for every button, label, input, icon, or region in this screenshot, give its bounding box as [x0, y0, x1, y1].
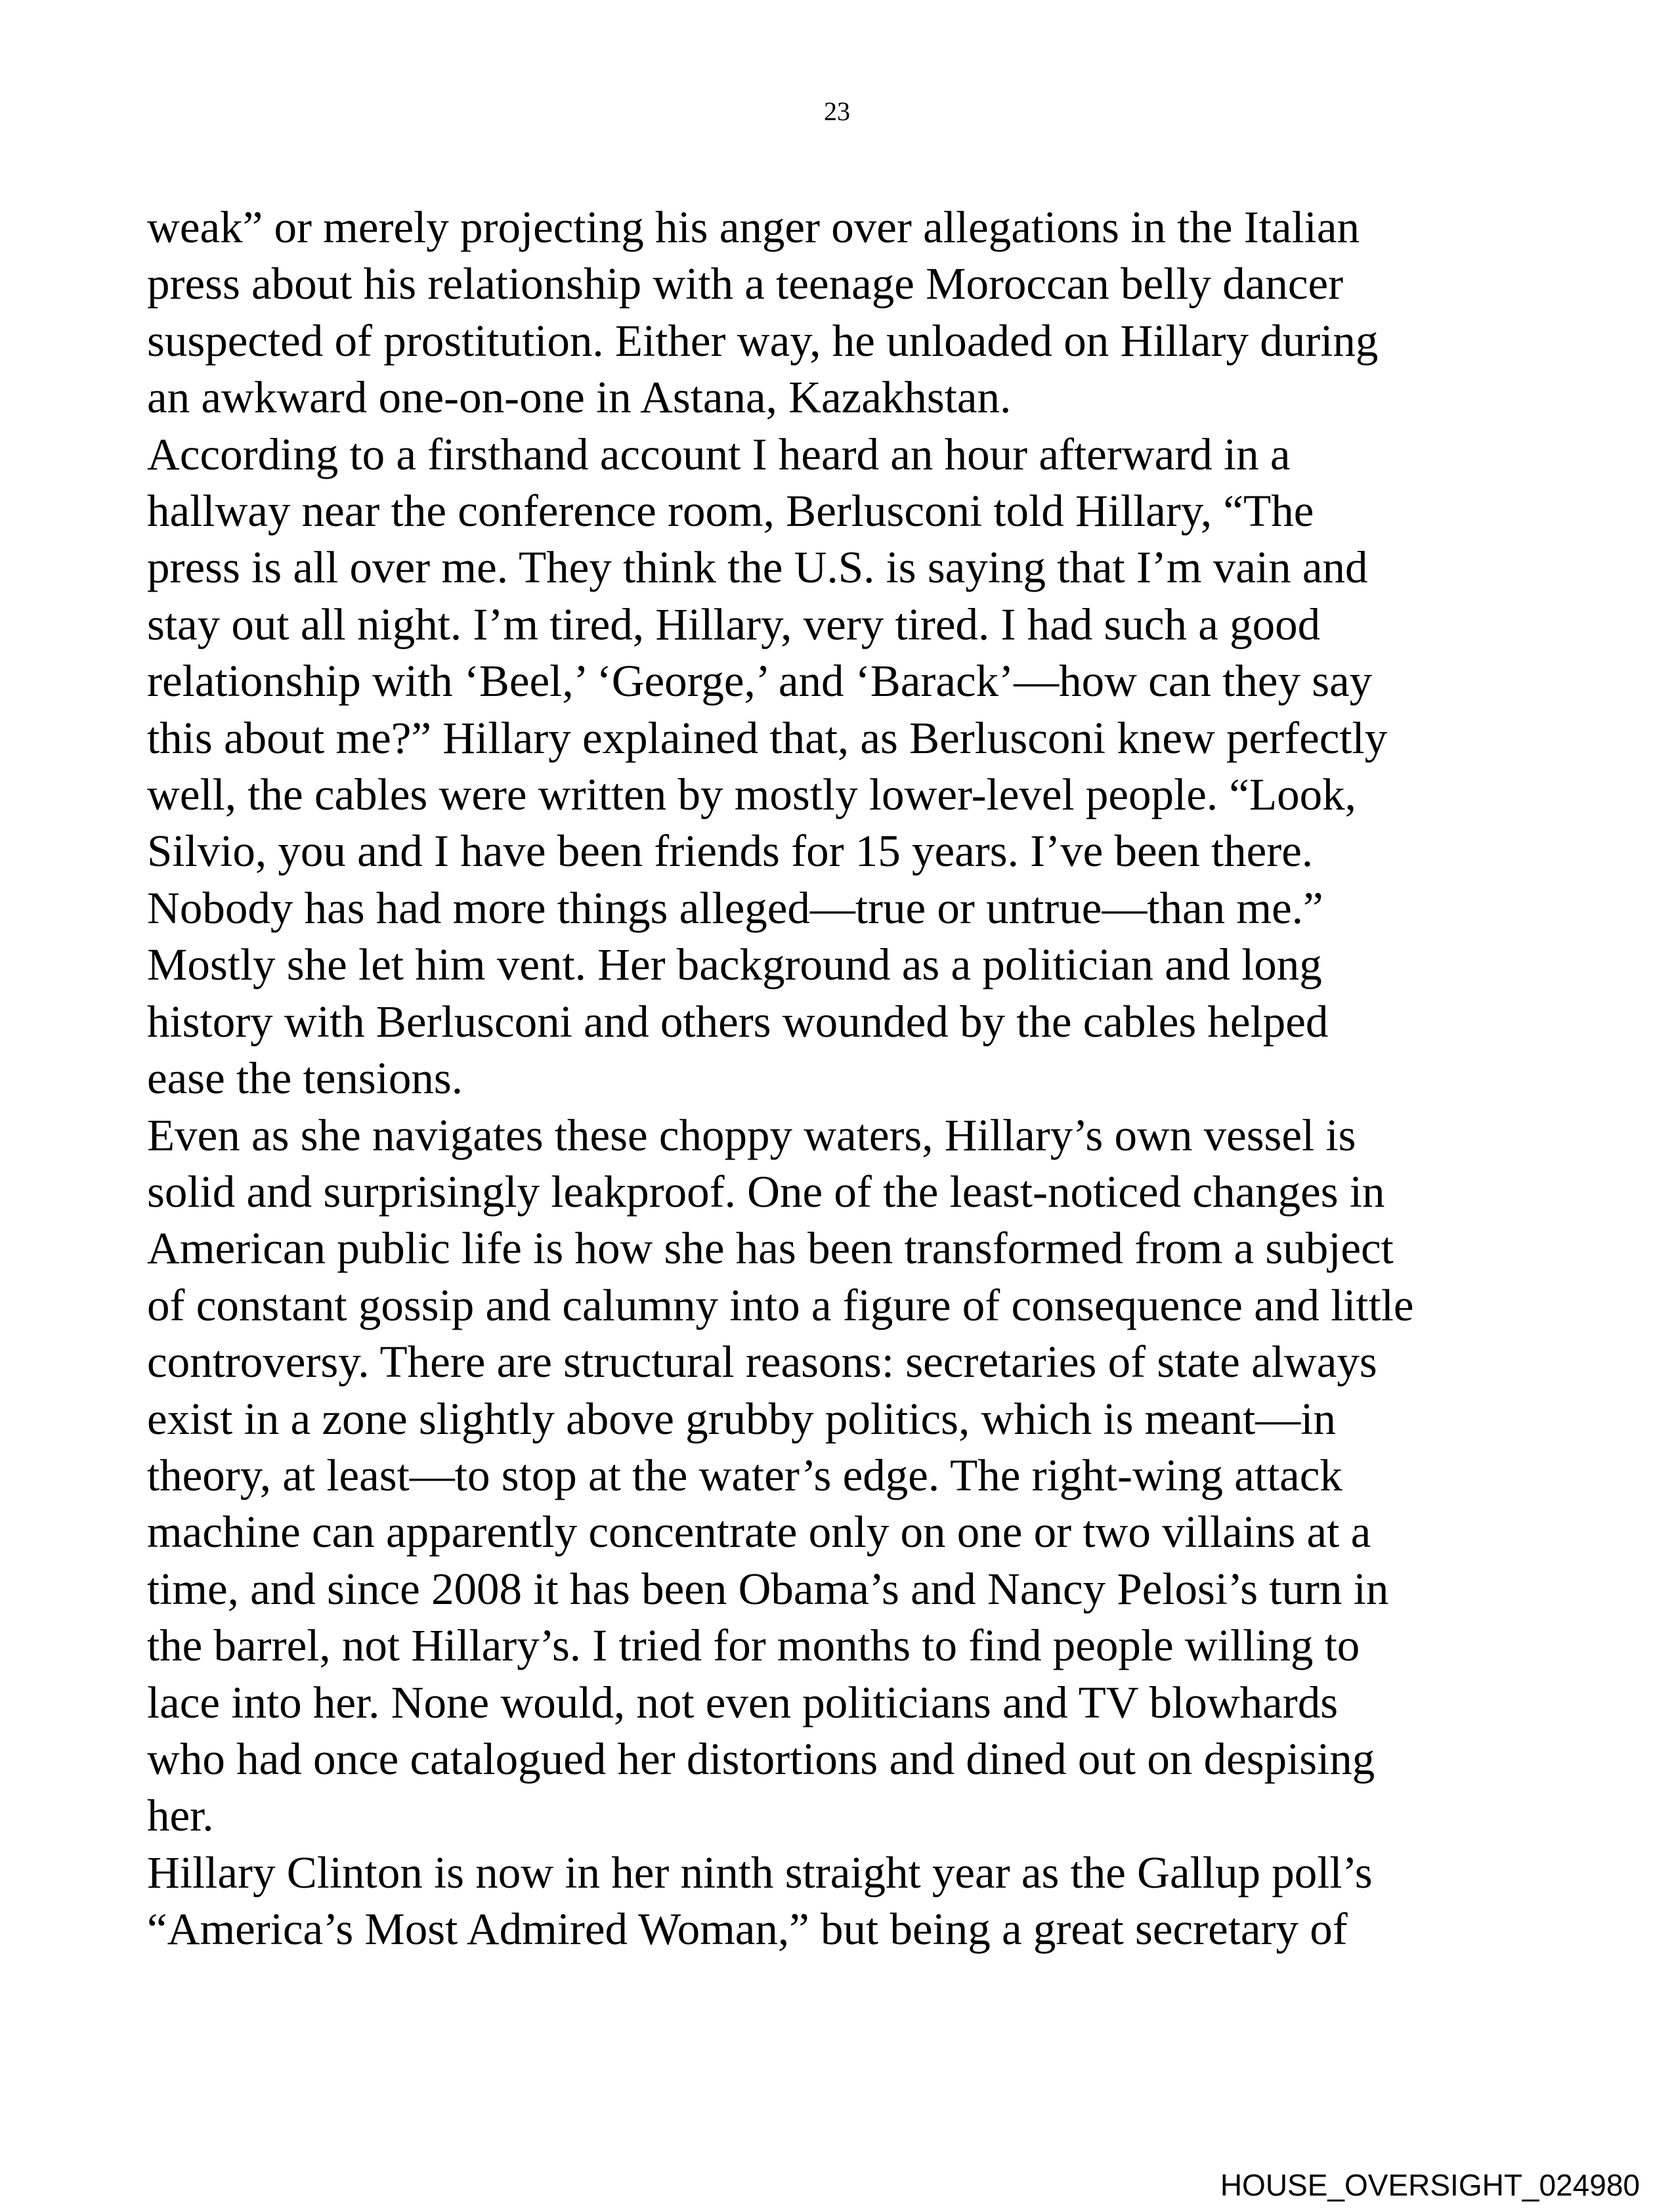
text-line: relationship with ‘Beel,’ ‘George,’ and ‘Barack’—how can they say [147, 656, 1373, 706]
text-line: theory, at least—to stop at the water’s edge. The right-wing attack [147, 1450, 1342, 1500]
text-line: Even as she navigates these choppy waters, Hillary’s own vessel is [147, 1110, 1356, 1160]
text-line: this about me?” Hillary explained that, as Berlusconi knew perfectly [147, 712, 1388, 763]
text-line: weak” or merely projecting his anger over allegations in the Italian [147, 202, 1360, 252]
text-line: stay out all night. I’m tired, Hillary, very tired. I had such a good [147, 599, 1321, 649]
text-line: machine can apparently concentrate only on one or two villains at a [147, 1507, 1371, 1557]
text-line: the barrel, not Hillary’s. I tried for months to find people willing to [147, 1620, 1360, 1671]
text-line: press about his relationship with a teenage Moroccan belly dancer [147, 259, 1344, 309]
text-line: press is all over me. They think the U.S. is saying that I’m vain and [147, 542, 1368, 593]
text-line: who had once catalogued her distortions and dined out on despising [147, 1733, 1375, 1784]
text-line: exist in a zone slightly above grubby politics, which is meant—in [147, 1393, 1336, 1444]
text-line: her. [147, 1790, 214, 1841]
text-line: an awkward one-on-one in Astana, Kazakhstan. [147, 372, 1012, 423]
paragraph-1 [147, 199, 1558, 426]
text-line: Mostly she let him vent. Her background as a politician and long [147, 940, 1322, 990]
body-text [147, 199, 1558, 1958]
text-line: Hillary Clinton is now in her ninth straight year as the Gallup poll’s [147, 1847, 1373, 1898]
page-number: 23 [824, 97, 850, 126]
text-line: “America’s Most Admired Woman,” but being a great secretary of [147, 1904, 1348, 1955]
text-line: ease the tensions. [147, 1053, 463, 1104]
paragraph-2 [147, 426, 1558, 1107]
text-line: controversy. There are structural reasons: secretaries of state always [147, 1337, 1377, 1387]
text-line: American public life is how she has been transformed from a subject [147, 1223, 1394, 1274]
bates-stamp: HOUSE_OVERSIGHT_024980 [1220, 2168, 1640, 2202]
text-line: well, the cables were written by mostly lower-level people. “Look, [147, 770, 1356, 820]
text-line: suspected of prostitution. Either way, he unloaded on Hillary during [147, 315, 1379, 366]
text-line: According to a firsthand account I heard an hour afterward in a [147, 429, 1291, 479]
text-line: hallway near the conference room, Berlusconi told Hillary, “The [147, 486, 1314, 536]
text-line: time, and since 2008 it has been Obama’s and Nancy Pelosi’s turn in [147, 1563, 1389, 1614]
paragraph-3 [147, 1107, 1558, 1844]
text-line: lace into her. None would, not even politicians and TV blowhards [147, 1677, 1339, 1727]
text-line: history with Berlusconi and others wounded by the cables helped [147, 996, 1329, 1047]
text-line: Silvio, you and I have been friends for 15 years. I’ve been there. [147, 826, 1314, 877]
text-line: solid and surprisingly leakproof. One of the least-noticed changes in [147, 1166, 1385, 1217]
paragraph-4 [147, 1844, 1558, 1958]
text-line: of constant gossip and calumny into a figure of consequence and little [147, 1280, 1414, 1330]
text-line: Nobody has had more things alleged—true or untrue—than me.” [147, 882, 1323, 933]
